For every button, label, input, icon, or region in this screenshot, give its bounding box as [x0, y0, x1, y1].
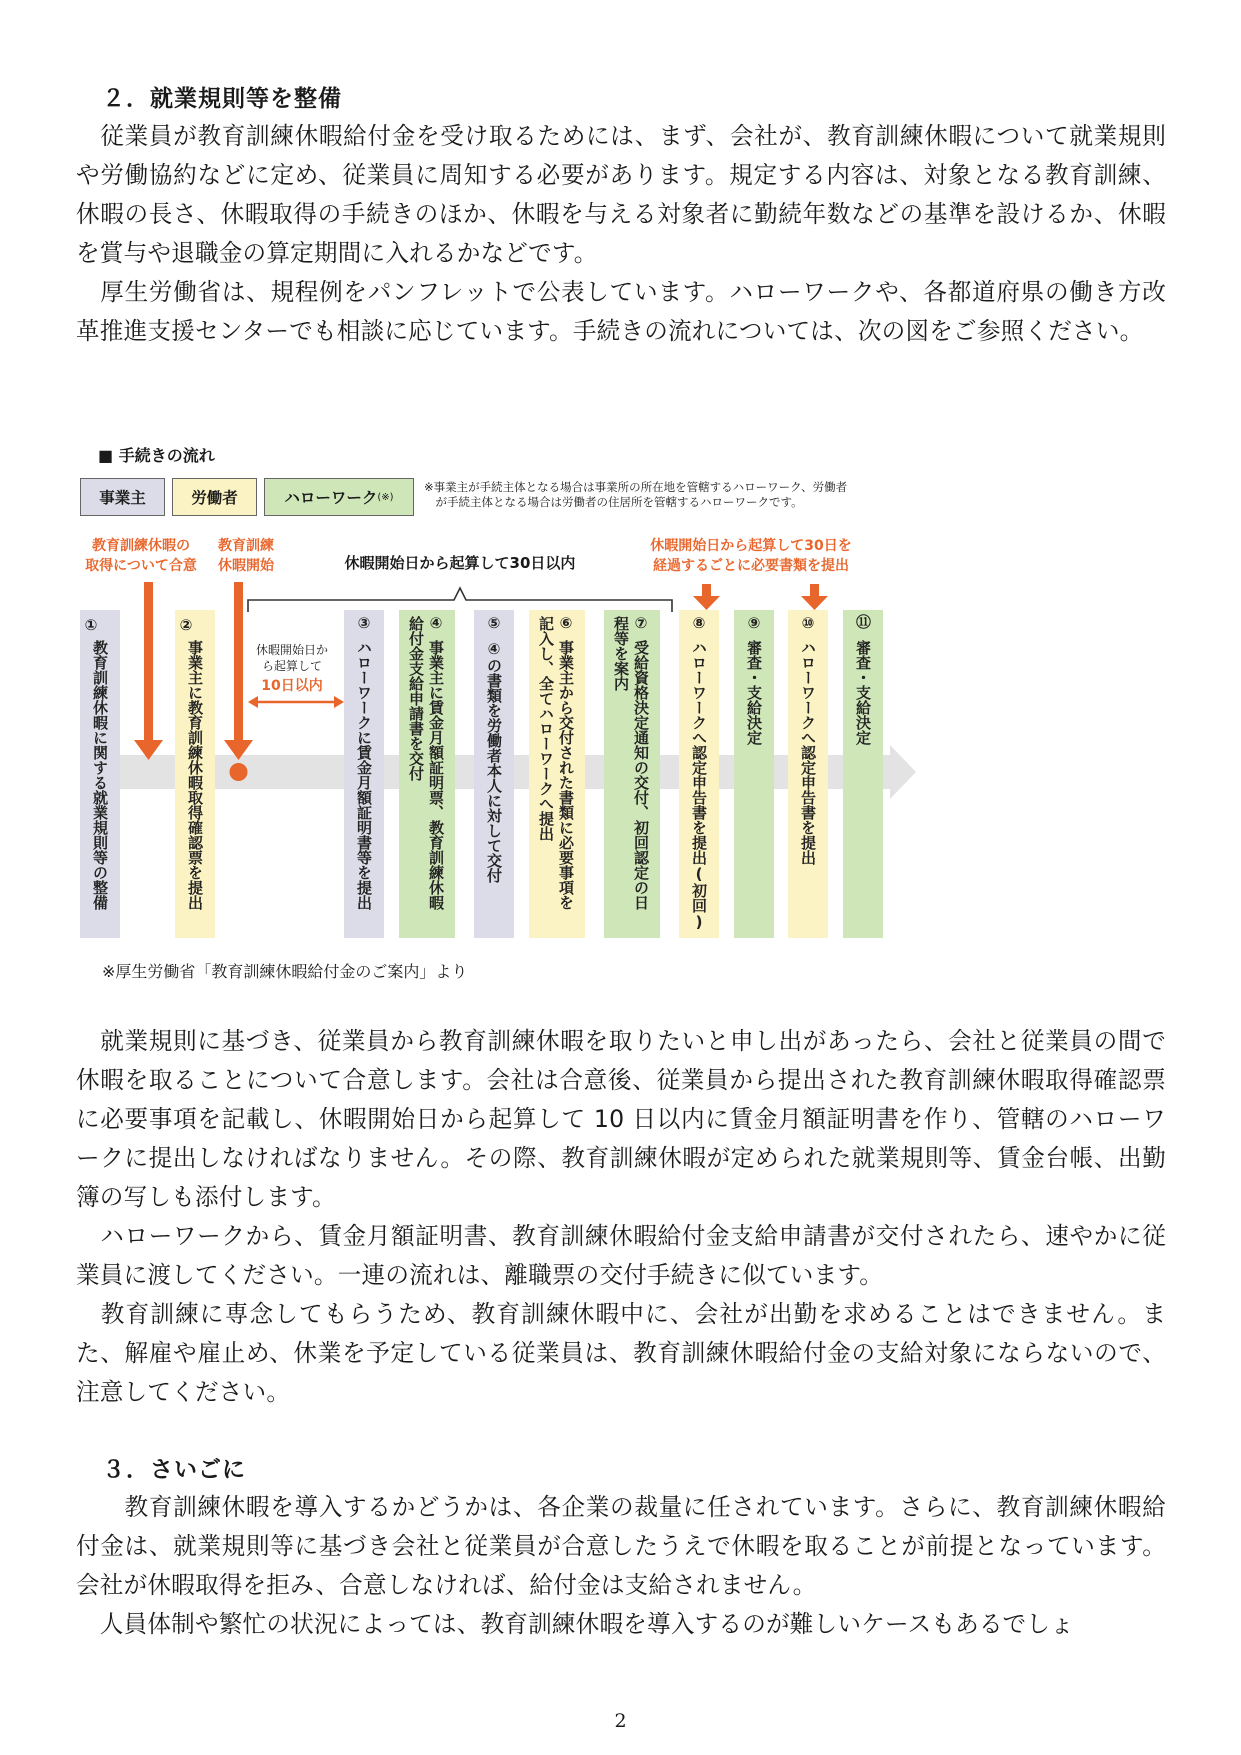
section-2-heading: ２．就業規則等を整備 [102, 86, 342, 112]
section-3-heading: ３．さいごに [102, 1457, 246, 1483]
step-9-text: 審査・支給決定 [745, 640, 763, 745]
section-3-paragraph-2: 人員体制や繁忙の状況によっては、教育訓練休暇を導入するのが難しいケースもあるでしょ [76, 1610, 1074, 1638]
step-4-text-line-2: 給付金支給申請書を交付 [407, 616, 425, 781]
step-4-number: ④ [427, 614, 445, 632]
step-9-number: ⑨ [745, 614, 763, 632]
step-9-column [734, 610, 774, 938]
thirty-days-brace [248, 588, 672, 612]
head-label-leave-start-line-2: 休暇開始 [218, 558, 274, 574]
periodic-arrow-2-shaft [810, 584, 819, 598]
page-number: 2 [614, 1710, 627, 1732]
step-4-column [399, 610, 455, 938]
step-7-text-line-2: 程等を案内 [612, 616, 630, 691]
head-label-leave-start-line-1: 教育訓練 [218, 538, 274, 554]
step-2-text: 事業主に教育訓練休暇取得確認票を提出 [186, 640, 204, 910]
ten-days-arrow-left [248, 696, 258, 708]
step-6-number: ⑥ [557, 614, 575, 632]
ten-days-note-line-2: ら起算して [261, 659, 322, 673]
step-6-text-line-1: 事業主から交付された書類に必要事項を [557, 640, 575, 910]
step-5-number: ⑤ [485, 614, 503, 632]
step-3-number: ③ [355, 614, 373, 632]
step-2-number: ② [177, 616, 195, 634]
step-6-column [529, 610, 585, 938]
step-6-text-line-2: 記入し、全てハローワークへ提出 [537, 616, 555, 841]
section-2-after-paragraph-3: 教育訓練に専念してもらうため、教育訓練休暇中に、会社が出勤を求めることはできません。また、解雇や雇止め、休業を予定している従業員は、教育訓練休暇給付金の支給対象にならないので、注意してください。 [76, 1300, 1166, 1406]
section-2-after-paragraph-1: 就業規則に基づき、従業員から教育訓練休暇を取りたいと申し出があったら、会社と従業員の間で休暇を取ることについて合意します。会社は合意後、従業員から提出された教育訓練休暇取得確認票に必要事項を記載し、休暇開始日から起算して 10 日以内に賃金月額証明書を作り、管轄のハローワークに提出しなければなりません。その際、教育訓練休暇が定められた就業規則等、賃金台帳、出勤簿の写しも添付します。 [76, 1027, 1166, 1211]
step-8-number: ⑧ [690, 614, 708, 632]
step-8-text: ハローワークへ認定申告書を提出(初回) [690, 640, 708, 931]
step-1-text: 教育訓練休暇に関する就業規則等の整備 [91, 640, 109, 910]
step-4-text-line-1: 事業主に賃金月額証明票、教育訓練休暇 [427, 640, 445, 910]
ten-days-note-line-1: 休暇開始日か [255, 643, 328, 657]
legend-note-line-1: ※事業主が手続主体となる場合は事業所の所在地を管轄するハローワーク、労働者 [424, 480, 848, 494]
step-5-column [474, 610, 514, 938]
section-3-paragraph-1: 教育訓練休暇を導入するかどうかは、各企業の裁量に任されています。さらに、教育訓練休暇給付金は、就業規則等に基づき会社と従業員が合意したうえで休暇を取ることが前提となっています。会社が休暇取得を拒み、合意しなければ、給付金は支給されません。 [76, 1493, 1166, 1599]
head-label-periodic-line-1: 休暇開始日から起算して30日を [650, 538, 852, 554]
legend-worker: 労働者 [172, 478, 257, 516]
step-2-column [175, 610, 215, 938]
legend-note-line-2: が手続主体となる場合は労働者の住居所を管轄するハローワークです。 [424, 495, 803, 509]
ten-days-note [242, 642, 342, 674]
step-8-column [679, 610, 719, 938]
ten-days-strong: 10日以内 [261, 678, 323, 694]
step-1-column [80, 610, 120, 938]
step-11-text: 審査・支給決定 [854, 640, 872, 745]
step-10-text: ハローワークへ認定申告書を提出 [799, 640, 817, 865]
figure-source: ※厚生労働省「教育訓練休暇給付金のご案内」より [102, 962, 468, 981]
step-7-number: ⑦ [632, 614, 650, 632]
section-2-after-paragraph-2: ハローワークから、賃金月額証明書、教育訓練休暇給付金支給申請書が交付されたら、速やかに従業員に渡してください。一連の流れは、離職票の交付手続きに似ています。 [76, 1222, 1166, 1289]
step-11-number: ⑪ [854, 614, 872, 629]
step-10-number: ⑩ [799, 614, 817, 632]
head-label-agreement-line-1: 教育訓練休暇の [92, 538, 190, 554]
step-3-column [344, 610, 384, 938]
section-2-paragraph-1: 従業員が教育訓練休暇給付金を受け取るためには、まず、会社が、教育訓練休暇について就業規則や労働協約などに定め、従業員に周知する必要があります。規定する内容は、対象となる教育訓練、休暇の長さ、休暇取得の手続きのほか、休暇を与える対象者に勤続年数などの基準を設けるか、休暇を賞与や退職金の算定期間に入れるかなどです。 [76, 122, 1166, 267]
step-11-column [843, 610, 883, 938]
periodic-arrow-2-head [801, 596, 828, 610]
legend-employer: 事業主 [80, 478, 165, 516]
agreement-arrow-shaft [144, 582, 153, 742]
step-10-column [788, 610, 828, 938]
head-label-periodic-line-2: 経過するごとに必要書類を提出 [653, 558, 849, 574]
legend-hellowork-label: ハローワーク [284, 489, 378, 507]
section-2-paragraph-2: 厚生労働省は、規程例をパンフレットで公表しています。ハローワークや、各都道府県の働き方改革推進支援センターでも相談に応じています。手続きの流れについては、次の図をご参照ください。 [76, 278, 1166, 345]
step-5-text: ④の書類を労働者本人に対して交付 [485, 640, 503, 883]
head-label-agreement-line-2: 取得について合意 [85, 558, 197, 574]
step-7-column [604, 610, 660, 938]
ten-days-arrow-right [334, 696, 344, 708]
figure-title: ■ 手続きの流れ [98, 446, 215, 465]
leave-start-dot [230, 763, 248, 781]
step-1-number: ① [82, 616, 100, 634]
step-7-text-line-1: 受給資格決定通知の交付、初回認定の日 [632, 640, 650, 910]
periodic-arrow-1-head [693, 596, 720, 610]
periodic-arrow-1-shaft [702, 584, 711, 598]
brace-label-30-days: 休暇開始日から起算して30日以内 [344, 554, 576, 572]
legend-hellowork-mark: (※) [377, 491, 394, 503]
step-3-text: ハローワークに賃金月額証明書等を提出 [355, 640, 373, 910]
